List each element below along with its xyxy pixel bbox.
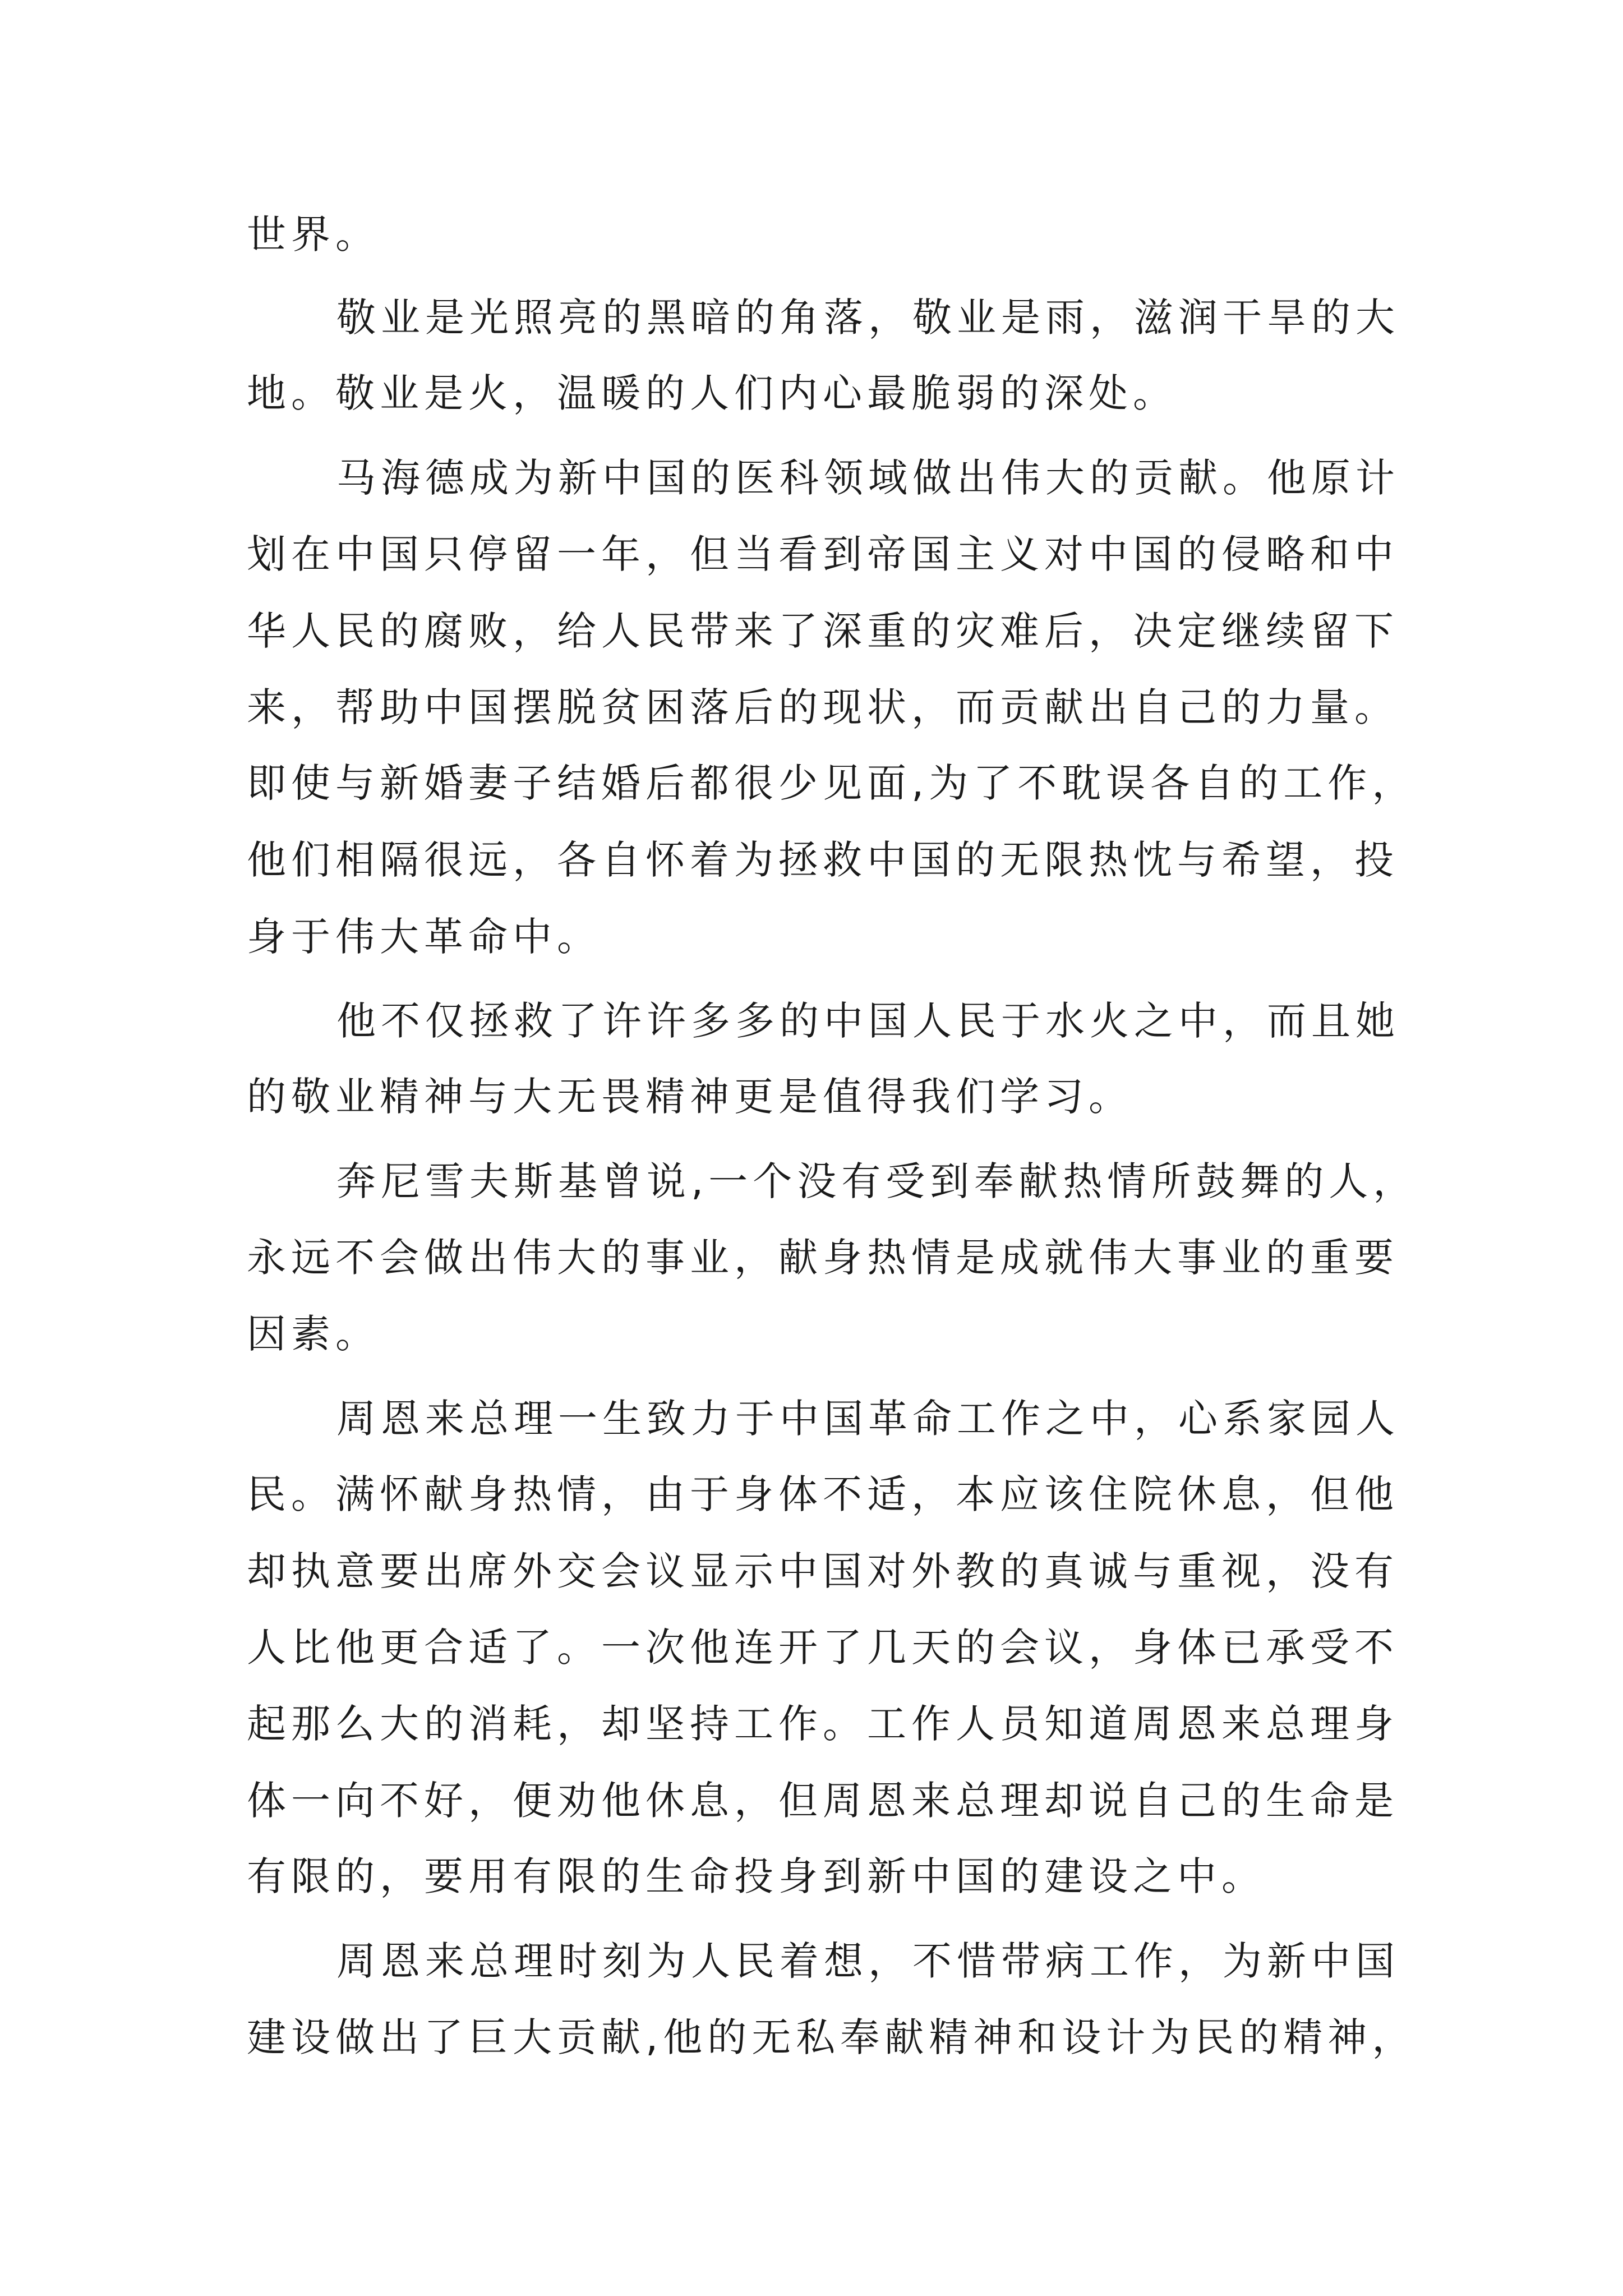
text-line: 世界。	[247, 211, 380, 257]
text-line: 他不仅拯救了许许多多的中国人民于水火之中，而且她	[336, 998, 1400, 1044]
text-line: 敬业是光照亮的黑暗的角落，敬业是雨，滋润干旱的大	[336, 295, 1400, 341]
text-line: 马海德成为新中国的医科领域做出伟大的贡献。他原计	[336, 455, 1400, 501]
text-line: 却执意要出席外交会议显示中国对外教的真诚与重视，没有	[247, 1548, 1399, 1594]
text-line: 奔尼雪夫斯基曾说,一个没有受到奉献热情所鼓舞的人，	[336, 1158, 1418, 1204]
text-line: 有限的，要用有限的生命投身到新中国的建设之中。	[247, 1853, 1266, 1899]
text-line: 建设做出了巨大贡献,他的无私奉献精神和设计为民的精神，	[247, 2014, 1417, 2060]
text-line: 周恩来总理一生致力于中国革命工作之中，心系家园人	[336, 1396, 1400, 1442]
text-line: 的敬业精神与大无畏精神更是值得我们学习。	[247, 1074, 1133, 1120]
text-line: 永远不会做出伟大的事业，献身热情是成就伟大事业的重要	[247, 1235, 1399, 1281]
text-line: 即使与新婚妻子结婚后都很少见面,为了不耽误各自的工作，	[247, 760, 1417, 806]
text-line: 他们相隔很远，各自怀着为拯救中国的无限热忱与希望，投	[247, 837, 1399, 883]
text-line: 地。敬业是火，温暖的人们内心最脆弱的深处。	[247, 370, 1177, 416]
text-line: 人比他更合适了。一次他连开了几天的会议，身体已承受不	[247, 1625, 1399, 1671]
text-line: 华人民的腐败，给人民带来了深重的灾难后，决定继续留下	[247, 608, 1399, 654]
text-line: 来，帮助中国摆脱贫困落后的现状，而贡献出自己的力量。	[247, 684, 1399, 730]
text-line: 民。满怀献身热情，由于身体不适，本应该住院休息，但他	[247, 1471, 1399, 1517]
text-line: 身于伟大革命中。	[247, 914, 601, 960]
text-line: 起那么大的消耗，却坚持工作。工作人员知道周恩来总理身	[247, 1701, 1399, 1747]
text-line: 体一向不好，便劝他休息，但周恩来总理却说自己的生命是	[247, 1778, 1399, 1824]
text-line: 周恩来总理时刻为人民着想，不惜带病工作，为新中国	[336, 1938, 1400, 1984]
text-line: 因素。	[247, 1311, 380, 1357]
text-line: 划在中国只停留一年，但当看到帝国主义对中国的侵略和中	[247, 531, 1399, 577]
